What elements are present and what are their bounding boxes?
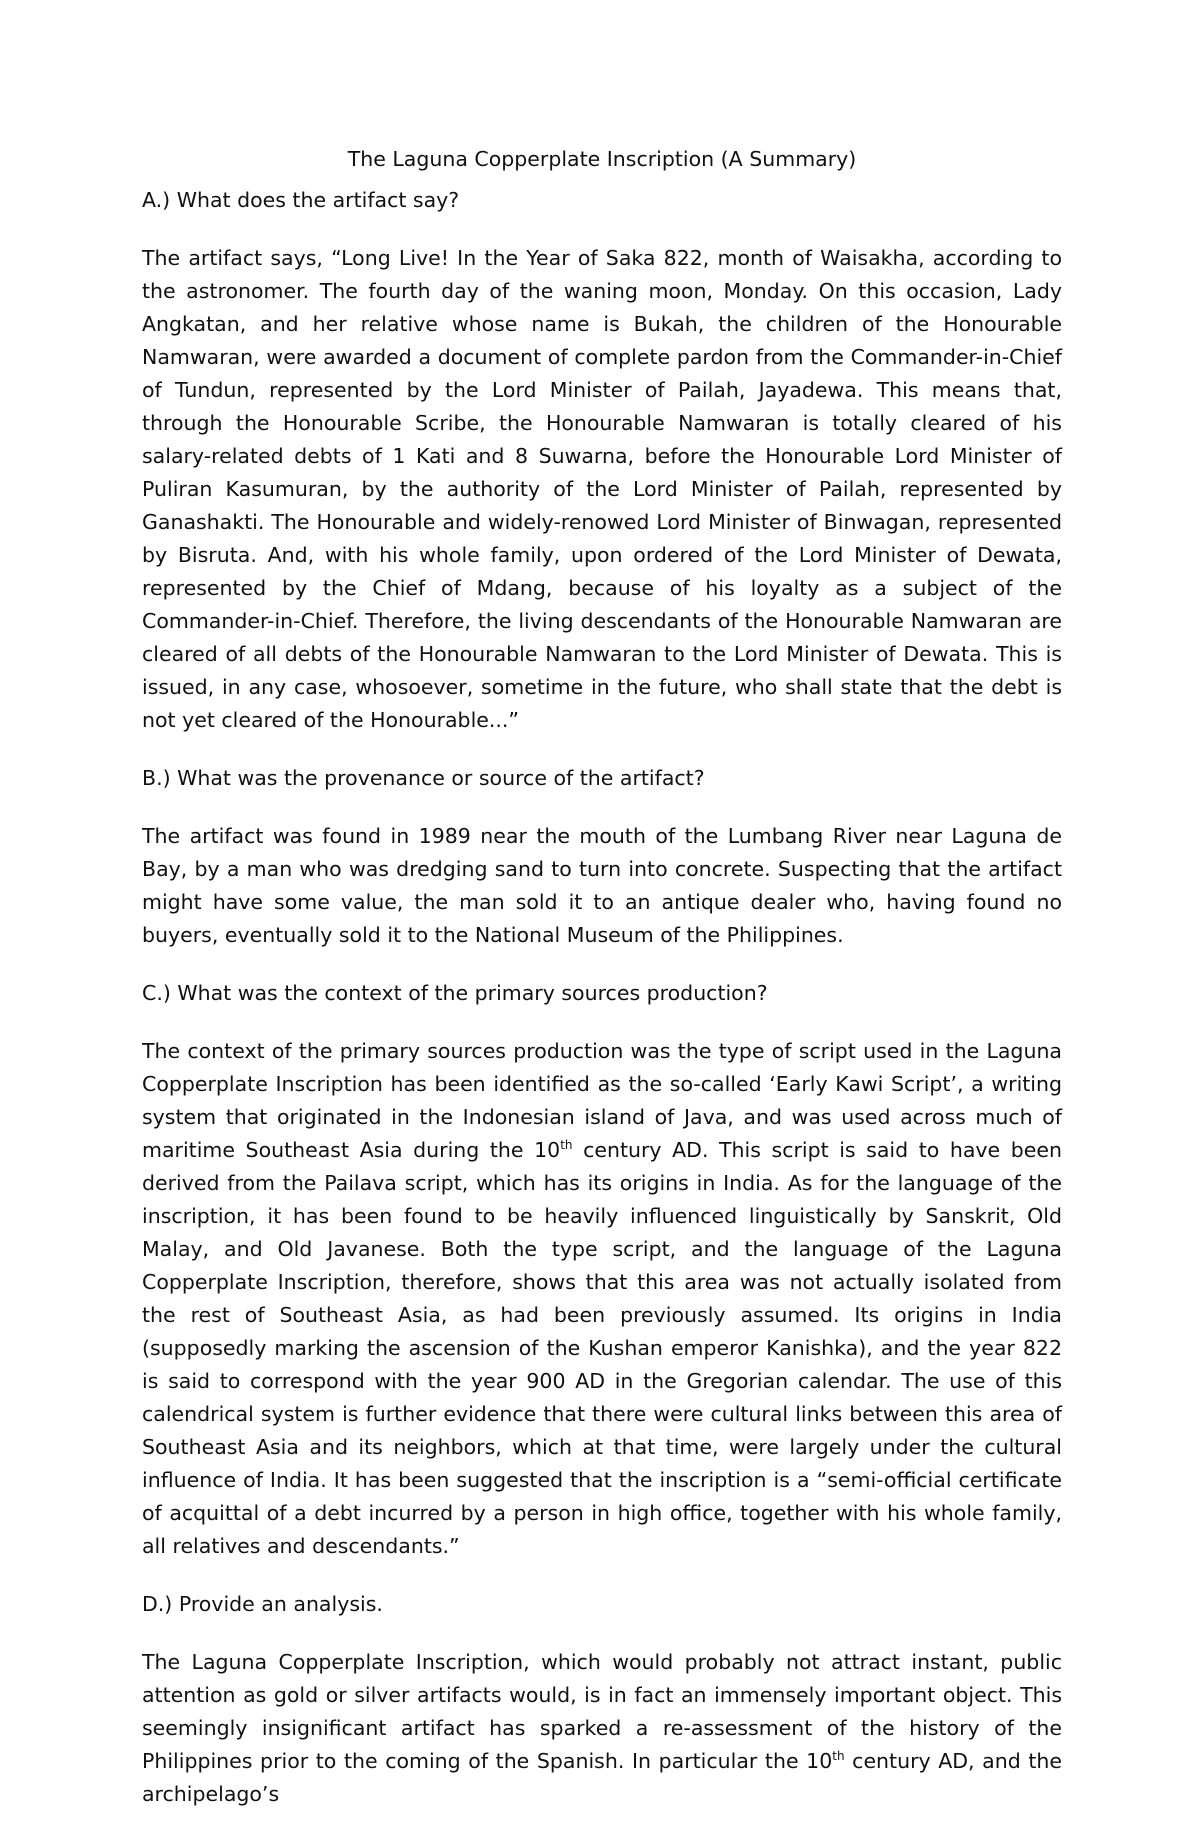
section-d-body-part-2: century AD, and the archipelago’s — [142, 1749, 1062, 1806]
section-a-body: The artifact says, “Long Live! In the Year of Saka 822, month of Waisakha, according to the astronomer. The fourth day of the waning moon, Monday. On this occasion, Lady Angkatan, and her relative whose name is Bukah, the children of the Honourable Namwaran, were awarded a document of complete pardon from the Commander-in-Chief of Tundun, represented by the Lord Minister of Pailah, Jayadewa. This means that, through the Honourable Scribe, the Honourable Namwaran is totally cleared of his salary-related debts of 1 Kati and 8 Suwarna, before the Honourable Lord Minister of Puliran Kasumuran, by the authority of the Lord Minister of Pailah, represented by Ganashakti. The Honourable and widely-renowed Lord Minister of Binwagan, represented by Bisruta. And, with his whole family, upon ordered of the Lord Minister of Dewata, represented by the Chief of Mdang, because of his loyalty as a subject of the Commander-in-Chief. Therefore, the living descendants of the Honourable Namwaran are cleared of all debts of the Honourable Namwaran to the Lord Minister of Dewata. This is issued, in any case, whosoever, sometime in the future, who shall state that the debt is not yet cleared of the Honourable...” — [142, 246, 1062, 732]
section-c-body — [142, 1035, 1062, 1563]
section-d-heading: D.) Provide an analysis. — [142, 1592, 383, 1616]
section-c-body-part-2: century AD. This script is said to have been derived from the Pailava script, which has its origins in India. As for the language of the inscription, it has been found to be heavily influenced linguistically by Sanskrit, Old Malay, and Old Javanese. Both the type script, and the language of the Laguna Copperplate Inscription, therefore, shows that this area was not actually isolated from the rest of Southeast Asia, as had been previously assumed. Its origins in India (supposedly marking the ascension of the Kushan emperor Kanishka), and the year 822 is said to correspond with the year 900 AD in the Gregorian calendar. The use of this calendrical system is further evidence that there were cultural links between this area of Southeast Asia and its neighbors, which at that time, were largely under the cultural influence of India. It has been suggested that the inscription is a “semi-official certificate of acquittal of a debt incurred by a person in high office, together with his whole family, all relatives and descendants.” — [142, 1138, 1062, 1558]
document-page — [142, 143, 1062, 1836]
section-b-heading: B.) What was the provenance or source of the artifact? — [142, 766, 705, 790]
section-d-ordinal-suffix: th — [832, 1749, 845, 1764]
section-c-heading: C.) What was the context of the primary sources production? — [142, 981, 768, 1005]
section-d-body — [142, 1646, 1062, 1811]
section-b-body: The artifact was found in 1989 near the mouth of the Lumbang River near Laguna de Bay, by a man who was dredging sand to turn into concrete. Suspecting that the artifact might have some value, the man sold it to an antique dealer who, having found no buyers, eventually sold it to the National Museum of the Philippines. — [142, 824, 1062, 947]
section-a-heading: A.) What does the artifact say? — [142, 188, 460, 212]
section-d-body-part-1: The Laguna Copperplate Inscription, which would probably not attract instant, public attention as gold or silver artifacts would, is in fact an immensely important object. This seemingly insignificant artifact has sparked a re-assessment of the history of the Philippines prior to the coming of the Spanish. In particular the 10 — [142, 1650, 1062, 1773]
document-title: The Laguna Copperplate Inscription (A Summary) — [347, 147, 857, 171]
section-c-ordinal-suffix: th — [560, 1138, 573, 1153]
section-c-body-part-1: The context of the primary sources production was the type of script used in the Laguna Copperplate Inscription has been identified as the so-called ‘Early Kawi Script’, a writing system that originated in the Indonesian island of Java, and was used across much of maritime Southeast Asia during the 10 — [142, 1039, 1062, 1162]
